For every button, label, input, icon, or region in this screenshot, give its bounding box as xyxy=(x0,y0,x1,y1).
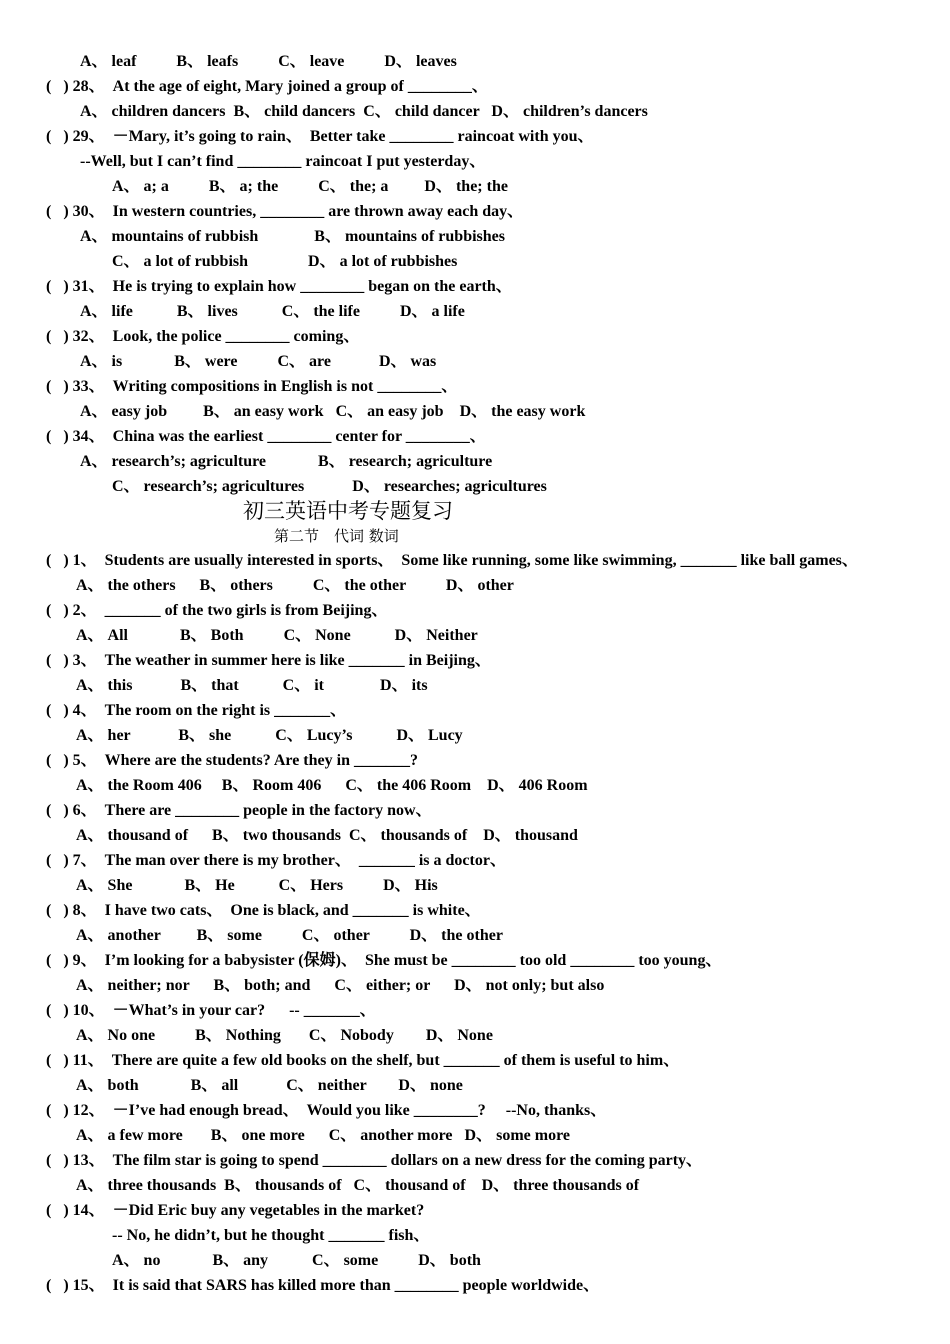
question-line: ( ) 13、 The film star is going to spend ________ dollars on a new dress for the coming party、 xyxy=(46,1152,703,1169)
option-line: C、 research’s; agricultures D、 researches; agricultures xyxy=(112,478,547,495)
option-line: A、 another B、 some C、 other D、 the other xyxy=(76,927,503,944)
question-line: ( ) 33、 Writing compositions in English is not ________、 xyxy=(46,378,458,395)
option-line: A、 is B、 were C、 are D、 was xyxy=(80,353,437,370)
option-line: A、 No one B、 Nothing C、 Nobody D、 None xyxy=(76,1027,493,1044)
question-line: ( ) 2、 _______ of the two girls is from Beijing、 xyxy=(46,602,388,619)
option-line: A、 the Room 406 B、 Room 406 C、 the 406 Room D、 406 Room xyxy=(76,777,588,794)
question-line: ( ) 30、 In western countries, ________ are thrown away each day、 xyxy=(46,203,524,220)
question-line: -- No, he didn’t, but he thought _______ fish、 xyxy=(112,1227,430,1244)
question-line: --Well, but I can’t find ________ raincoat I put yesterday、 xyxy=(80,153,486,170)
question-line: ( ) 1、 Students are usually interested in sports、 Some like running, some like swimming, _______ like ball games、 xyxy=(46,552,858,569)
question-line: ( ) 31、 He is trying to explain how ________ began on the earth、 xyxy=(46,278,512,295)
option-line: A、 her B、 she C、 Lucy’s D、 Lucy xyxy=(76,727,463,744)
option-line: A、 leaf B、 leafs C、 leave D、 leaves xyxy=(80,53,457,70)
question-line: ( ) 14、 －Did Eric buy any vegetables in the market? xyxy=(46,1202,425,1219)
option-line: A、 this B、 that C、 it D、 its xyxy=(76,677,428,694)
question-line: ( ) 6、 There are ________ people in the factory now、 xyxy=(46,802,432,819)
page-title: 初三英语中考专题复习 xyxy=(243,499,453,523)
question-line: ( ) 10、 －What’s in your car? -- _______、 xyxy=(46,1002,376,1019)
option-line: A、 neither; nor B、 both; and C、 either; or D、 not only; but also xyxy=(76,977,605,994)
option-line: A、 She B、 He C、 Hers D、 His xyxy=(76,877,438,894)
option-line: A、 the others B、 others C、 the other D、 other xyxy=(76,577,514,594)
option-line: A、 a; a B、 a; the C、 the; a D、 the; the xyxy=(112,178,508,195)
option-line: A、 mountains of rubbish B、 mountains of rubbishes xyxy=(80,228,505,245)
option-line: A、 research’s; agriculture B、 research; agriculture xyxy=(80,453,493,470)
question-line: ( ) 9、 I’m looking for a babysister (保姆)、 She must be ________ too old ________ too young、 xyxy=(46,952,722,969)
question-line: ( ) 7、 The man over there is my brother、 _______ is a doctor、 xyxy=(46,852,506,869)
question-line: ( ) 28、 At the age of eight, Mary joined a group of ________、 xyxy=(46,78,488,95)
option-line: A、 a few more B、 one more C、 another more D、 some more xyxy=(76,1127,570,1144)
question-line: ( ) 32、 Look, the police ________ coming、 xyxy=(46,328,360,345)
page-subtitle: 第二节 代词 数词 xyxy=(274,527,399,545)
question-line: ( ) 5、 Where are the students? Are they in _______? xyxy=(46,752,418,769)
option-line: A、 no B、 any C、 some D、 both xyxy=(112,1252,481,1269)
option-line: A、 three thousands B、 thousands of C、 thousand of D、 three thousands of xyxy=(76,1177,640,1194)
option-line: A、 thousand of B、 two thousands C、 thousands of D、 thousand xyxy=(76,827,578,844)
option-line: A、 life B、 lives C、 the life D、 a life xyxy=(80,303,465,320)
question-line: ( ) 4、 The room on the right is _______、 xyxy=(46,702,347,719)
option-line: C、 a lot of rubbish D、 a lot of rubbishes xyxy=(112,253,458,270)
question-line: ( ) 34、 China was the earliest ________ center for ________、 xyxy=(46,428,486,445)
option-line: A、 both B、 all C、 neither D、 none xyxy=(76,1077,463,1094)
question-line: ( ) 15、 It is said that SARS has killed more than ________ people worldwide、 xyxy=(46,1277,600,1294)
question-line: ( ) 29、 －Mary, it’s going to rain、 Better take ________ raincoat with you、 xyxy=(46,128,594,145)
question-line: ( ) 11、 There are quite a few old books on the shelf, but _______ of them is useful to him、 xyxy=(46,1052,680,1069)
question-line: ( ) 3、 The weather in summer here is like _______ in Beijing、 xyxy=(46,652,491,669)
option-line: A、 easy job B、 an easy work C、 an easy job D、 the easy work xyxy=(80,403,586,420)
option-line: A、 children dancers B、 child dancers C、 child dancer D、 children’s dancers xyxy=(80,103,648,120)
question-line: ( ) 12、 －I’ve had enough bread、 Would you like ________? --No, thanks、 xyxy=(46,1102,607,1119)
option-line: A、 All B、 Both C、 None D、 Neither xyxy=(76,627,478,644)
question-line: ( ) 8、 I have two cats、 One is black, and _______ is white、 xyxy=(46,902,481,919)
